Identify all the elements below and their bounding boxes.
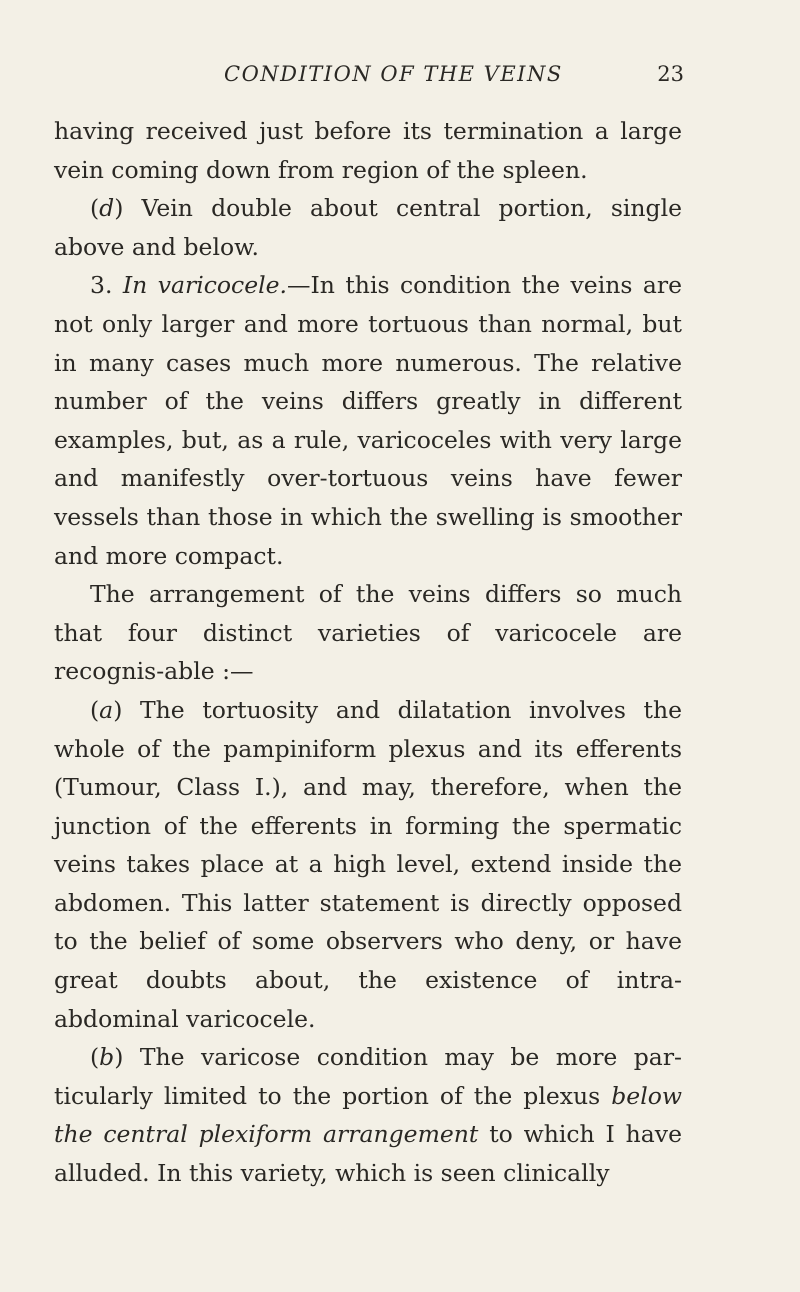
paragraph-tail: to which I have alluded. In this variety, which is seen clinically: [54, 1120, 682, 1188]
section-number: 3.: [90, 271, 123, 300]
paragraph-text: having received just before its termination a large vein coming down from region of the spleen.: [54, 117, 682, 184]
paragraph-text: The arrangement of the veins differs so much that four distinct varieties of varicocele are recognis-able :—: [54, 580, 682, 686]
paragraph-text: ) The varicose condition may be more par-ticularly limited to the portion of the plexus: [54, 1043, 682, 1110]
paragraph-continuation: [54, 112, 682, 189]
paragraph-item-a: [54, 691, 682, 1038]
paragraph-text: —In this condition the veins are not only larger and more tortuous than normal, but in many cases much more numerous. The relative number of the veins differs greatly in different examples, but, as a rule, varicoceles with very large and manifestly over-tortuous veins have fewer vessels than those in which the swelling is smoother and more compact.: [54, 271, 682, 570]
paragraph-open: (: [90, 695, 100, 724]
paragraph-item-b: [54, 1038, 682, 1192]
item-label: a: [99, 695, 114, 724]
page-body: [54, 112, 682, 1193]
paragraph-open: (: [90, 194, 100, 223]
paragraph-item-d: [54, 189, 682, 266]
item-label: d: [99, 194, 115, 223]
paragraph-section-3: [54, 266, 682, 575]
emphasis-text: below the central plexiform arrangement: [54, 1081, 682, 1149]
paragraph-varieties: [54, 575, 682, 691]
paragraph-text: ) Vein double about central portion, single above and below.: [54, 194, 682, 261]
paragraph-open: (: [90, 1043, 100, 1072]
page-header: [0, 62, 800, 98]
item-label: b: [99, 1043, 115, 1072]
running-title: CONDITION OF THE VEINS: [224, 62, 563, 86]
section-heading: In varicocele.: [122, 271, 288, 300]
paragraph-text: ) The tortuosity and dilatation involves the whole of the pampiniform plexus and its efferents (Tumour, Class I.), and may, therefore, when the junction of the efferents in forming the spermatic veins takes place at a high level, extend inside the abdomen. This latter statement is directly opposed to the belief of some observers who deny, or have great doubts about, the existence of intra-abdominal varicocele.: [54, 695, 682, 1033]
page-number: 23: [657, 62, 684, 86]
